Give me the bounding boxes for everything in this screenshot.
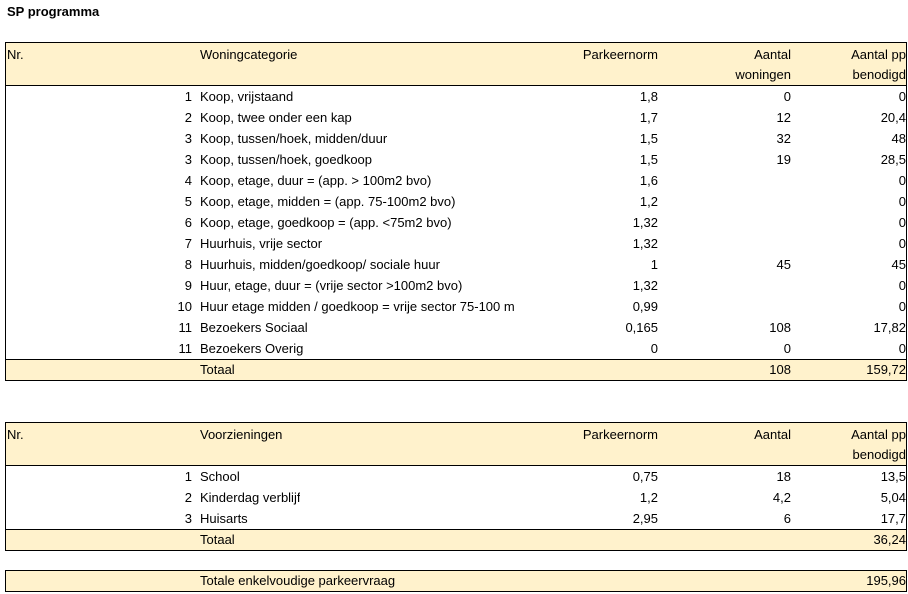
grand-total-row [5,570,907,592]
total-pp: 159,72 [866,362,906,377]
row-count: 0 [783,89,791,104]
row-pp: 0 [898,194,906,209]
header-count-line1: Aantal [754,47,791,62]
total-count: 108 [769,362,791,377]
row-count: 4,2 [772,490,791,505]
row-norm: 2,95 [632,511,658,526]
row-nr: 3 [184,152,192,167]
row-pp: 17,7 [880,511,906,526]
row-norm: 1,5 [639,152,658,167]
header-pp-line1: Aantal pp [851,47,906,62]
row-norm: 1,2 [639,490,658,505]
row-nr: 4 [184,173,192,188]
row-norm: 1,32 [632,215,658,230]
header-nr: Nr. [7,47,24,62]
row-category: Koop, etage, midden = (app. 75-100m2 bvo) [200,194,456,209]
table-row [6,317,906,338]
row-norm: 1,2 [639,194,658,209]
row-nr: 5 [184,194,192,209]
row-nr: 3 [184,131,192,146]
row-norm: 1 [650,257,658,272]
row-norm: 1,8 [639,89,658,104]
row-nr: 1 [184,469,192,484]
row-count: 18 [776,469,791,484]
row-norm: 1,7 [639,110,658,125]
row-nr: 9 [184,278,192,293]
header-nr: Nr. [7,427,24,442]
row-category: Kinderdag verblijf [200,490,301,505]
row-category: Huisarts [200,511,248,526]
row-count: 12 [776,110,791,125]
table-row [6,107,906,128]
row-norm: 0 [650,341,658,356]
voorzieningen-header [6,423,906,466]
row-category: Bezoekers Overig [200,341,304,356]
header-category: Woningcategorie [200,47,298,62]
row-count: 45 [776,257,791,272]
row-category: School [200,469,240,484]
table-row [6,338,906,359]
row-norm: 1,32 [632,236,658,251]
woningen-total-row [6,359,906,380]
row-nr: 11 [178,341,192,356]
row-category: Bezoekers Sociaal [200,320,308,335]
row-norm: 1,6 [639,173,658,188]
table-row [6,233,906,254]
header-pp-line1: Aantal pp [851,427,906,442]
woningen-body [6,86,906,359]
row-nr: 11 [178,320,192,335]
row-nr: 8 [184,257,192,272]
row-nr: 2 [184,490,192,505]
row-norm: 1,32 [632,278,658,293]
row-category: Koop, etage, duur = (app. > 100m2 bvo) [200,173,432,188]
row-category: Koop, tussen/hoek, midden/duur [200,131,388,146]
row-nr: 3 [184,511,192,526]
header-norm: Parkeernorm [582,427,658,442]
table-row [6,254,906,275]
voorzieningen-table [5,422,907,551]
row-category: Huur, etage, duur = (vrije sector >100m2 bvo) [200,278,463,293]
row-nr: 1 [184,89,192,104]
row-category: Huur etage midden / goedkoop = vrije sector 75-100 m [200,299,515,314]
table-row [6,487,906,508]
row-pp: 0 [898,173,906,188]
table-row [6,508,906,529]
table-row [6,275,906,296]
table-row [6,191,906,212]
table-row [6,466,906,487]
woningen-table [5,42,907,381]
row-pp: 0 [898,236,906,251]
row-category: Koop, etage, goedkoop = (app. <75m2 bvo) [200,215,452,230]
header-norm: Parkeernorm [582,47,658,62]
total-pp: 36,24 [873,532,906,547]
row-pp: 13,5 [880,469,906,484]
header-count-line2: woningen [735,67,791,82]
row-count: 108 [769,320,791,335]
row-pp: 20,4 [880,110,906,125]
row-count: 19 [776,152,791,167]
voorzieningen-total-row [6,529,906,550]
header-category: Voorzieningen [200,427,283,442]
row-norm: 0,165 [625,320,658,335]
row-category: Huurhuis, vrije sector [200,236,323,251]
row-pp: 0 [898,89,906,104]
grand-total-value: 195,96 [866,573,906,588]
row-nr: 10 [177,299,192,314]
row-pp: 0 [898,341,906,356]
table-row [6,170,906,191]
voorzieningen-body [6,466,906,529]
header-pp-line2: benodigd [852,447,906,462]
row-category: Koop, twee onder een kap [200,110,352,125]
row-nr: 2 [184,110,192,125]
row-pp: 0 [898,278,906,293]
row-norm: 0,75 [632,469,658,484]
row-pp: 0 [898,215,906,230]
row-pp: 28,5 [880,152,906,167]
row-pp: 17,82 [873,320,906,335]
row-nr: 7 [184,236,192,251]
total-label: Totaal [200,532,235,547]
header-count: Aantal [754,427,791,442]
row-count: 6 [783,511,791,526]
total-label: Totaal [200,362,235,377]
row-count: 0 [783,341,791,356]
row-category: Koop, tussen/hoek, goedkoop [200,152,373,167]
woningen-header [6,43,906,86]
row-pp: 0 [898,299,906,314]
row-category: Koop, vrijstaand [200,89,294,104]
row-pp: 5,04 [880,490,906,505]
table-row [6,128,906,149]
table-row [6,86,906,107]
sheet-title: SP programma [7,4,100,19]
table-row [6,149,906,170]
table-row [6,296,906,317]
row-norm: 0,99 [632,299,658,314]
row-count: 32 [776,131,791,146]
grand-total-label: Totale enkelvoudige parkeervraag [200,573,396,588]
table-row [6,212,906,233]
row-pp: 45 [891,257,906,272]
row-category: Huurhuis, midden/goedkoop/ sociale huur [200,257,440,272]
row-pp: 48 [891,131,906,146]
row-norm: 1,5 [639,131,658,146]
row-nr: 6 [184,215,192,230]
header-pp-line2: benodigd [852,67,906,82]
